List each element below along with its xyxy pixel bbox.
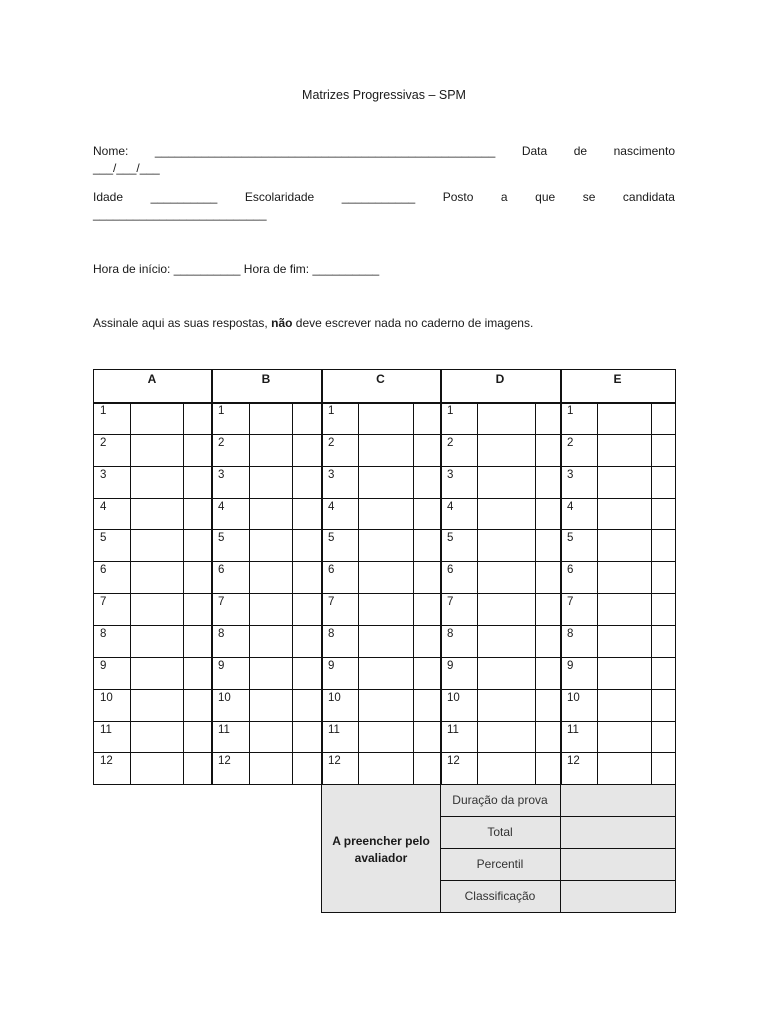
grid-section-line (560, 369, 562, 785)
item-number: 7 (100, 596, 107, 608)
item-number: 5 (447, 532, 454, 544)
grid-row-line (93, 593, 675, 594)
item-number: 2 (100, 437, 107, 449)
posto-blank[interactable]: __________________________ (93, 207, 267, 221)
data-label: Data (521, 144, 548, 158)
item-number: 6 (100, 564, 107, 576)
instructions-post: deve escrever nada no caderno de imagens. (292, 316, 534, 330)
item-number: 8 (218, 628, 225, 640)
item-number: 10 (100, 692, 113, 704)
item-number: 5 (218, 532, 225, 544)
item-number: 1 (100, 405, 107, 417)
evaluator-left-line (321, 784, 322, 913)
nascimento-label: nascimento (613, 144, 675, 158)
item-number: 8 (328, 628, 335, 640)
item-number: 10 (447, 692, 460, 704)
evaluator-value-cell[interactable] (561, 817, 675, 848)
item-number: 4 (100, 501, 107, 513)
item-number: 5 (100, 532, 107, 544)
grid-row-line (93, 529, 675, 530)
evaluator-value-cell[interactable] (561, 785, 675, 816)
grid-cell-line (597, 402, 598, 784)
item-number: 12 (100, 755, 113, 767)
grid-row-line (93, 721, 675, 722)
section-header: C (376, 372, 385, 386)
escolaridade-label: Escolaridade (244, 190, 315, 204)
item-number: 1 (328, 405, 335, 417)
item-number: 10 (328, 692, 341, 704)
item-number: 11 (218, 724, 230, 736)
evaluator-row-label: Percentil (476, 857, 524, 871)
idade-label: Idade (93, 190, 124, 204)
de-label: de (573, 144, 588, 158)
evaluator-right-line (675, 784, 676, 913)
grid-header-line (93, 402, 675, 404)
idade-blank[interactable]: __________ (150, 190, 218, 204)
instructions-bold: não (271, 316, 293, 330)
section-header: E (613, 372, 622, 386)
item-number: 2 (567, 437, 574, 449)
item-number: 2 (218, 437, 225, 449)
item-number: 4 (567, 501, 574, 513)
grid-cell-line (358, 402, 359, 784)
item-number: 9 (567, 660, 574, 672)
grid-section-line (440, 369, 442, 785)
item-number: 3 (447, 469, 454, 481)
item-number: 8 (100, 628, 107, 640)
section-header: B (261, 372, 271, 386)
item-number: 12 (447, 755, 460, 767)
item-number: 7 (567, 596, 574, 608)
grid-cell-line (477, 402, 478, 784)
evaluator-row-label: Duração da prova (452, 793, 548, 807)
item-number: 3 (328, 469, 335, 481)
nome-label: Nome: (93, 144, 129, 158)
evaluator-label: A preencher pelo avaliador (332, 834, 430, 865)
grid-row-line (93, 434, 675, 435)
grid-right-line (675, 369, 676, 785)
item-number: 5 (328, 532, 335, 544)
name-line (93, 144, 675, 158)
section-header: A (147, 372, 157, 386)
grid-cell-line (292, 402, 293, 784)
a-label: a (500, 190, 508, 204)
item-number: 1 (567, 405, 574, 417)
evaluator-value-cell[interactable] (561, 849, 675, 880)
item-number: 7 (328, 596, 335, 608)
item-number: 9 (328, 660, 335, 672)
item-number: 2 (328, 437, 335, 449)
nome-blank[interactable]: ___________________________________________________ (154, 144, 496, 158)
item-number: 12 (218, 755, 231, 767)
item-number: 5 (567, 532, 574, 544)
grid-row-line (93, 752, 675, 753)
grid-row-line (93, 561, 675, 562)
item-number: 7 (447, 596, 454, 608)
grid-row-line (93, 625, 675, 626)
grid-row-line (93, 466, 675, 467)
grid-cell-line (651, 402, 652, 784)
item-number: 9 (218, 660, 225, 672)
grid-cell-line (413, 402, 414, 784)
birthdate-blank[interactable]: ___/___/___ (93, 161, 160, 175)
item-number: 8 (447, 628, 454, 640)
item-number: 6 (328, 564, 335, 576)
item-number: 6 (218, 564, 225, 576)
item-number: 11 (567, 724, 579, 736)
evaluator-bottom-line (321, 912, 675, 913)
item-number: 4 (218, 501, 225, 513)
page-title: Matrizes Progressivas – SPM (302, 88, 466, 102)
instructions-pre: Assinale aqui as suas respostas, (93, 316, 272, 330)
item-number: 6 (447, 564, 454, 576)
item-number: 4 (447, 501, 454, 513)
item-number: 9 (100, 660, 107, 672)
item-number: 3 (100, 469, 107, 481)
item-number: 11 (100, 724, 112, 736)
evaluator-value-cell[interactable] (561, 881, 675, 912)
section-header: D (495, 372, 505, 386)
grid-section-line (211, 369, 213, 785)
item-number: 8 (567, 628, 574, 640)
evaluator-row-label: Classificação (464, 889, 536, 903)
que-label: que (535, 190, 556, 204)
item-number: 6 (567, 564, 574, 576)
item-number: 3 (218, 469, 225, 481)
grid-row-line (93, 498, 675, 499)
item-number: 12 (328, 755, 341, 767)
candidata-label: candidata (622, 190, 675, 204)
grid-section-line (93, 369, 94, 785)
posto-label: Posto (442, 190, 474, 204)
item-number: 1 (218, 405, 225, 417)
item-number: 1 (447, 405, 454, 417)
item-number: 11 (328, 724, 340, 736)
instructions (93, 316, 533, 330)
time-line[interactable]: Hora de início: __________ Hora de fim: __________ (93, 262, 380, 276)
item-number: 10 (567, 692, 580, 704)
grid-cell-line (130, 402, 131, 784)
item-number: 11 (447, 724, 459, 736)
item-number: 10 (218, 692, 231, 704)
item-number: 2 (447, 437, 454, 449)
grid-row-line (93, 657, 675, 658)
item-number: 12 (567, 755, 580, 767)
grid-cell-line (535, 402, 536, 784)
item-number: 7 (218, 596, 225, 608)
grid-row-line (93, 689, 675, 690)
grid-cell-line (183, 402, 184, 784)
item-number: 4 (328, 501, 335, 513)
grid-cell-line (249, 402, 250, 784)
grid-section-line (321, 369, 323, 785)
se-label: se (582, 190, 596, 204)
age-line (93, 190, 675, 204)
item-number: 9 (447, 660, 454, 672)
escolaridade-blank[interactable]: ___________ (341, 190, 416, 204)
item-number: 3 (567, 469, 574, 481)
evaluator-row-label: Total (487, 825, 513, 839)
grid-top-line (93, 369, 675, 370)
